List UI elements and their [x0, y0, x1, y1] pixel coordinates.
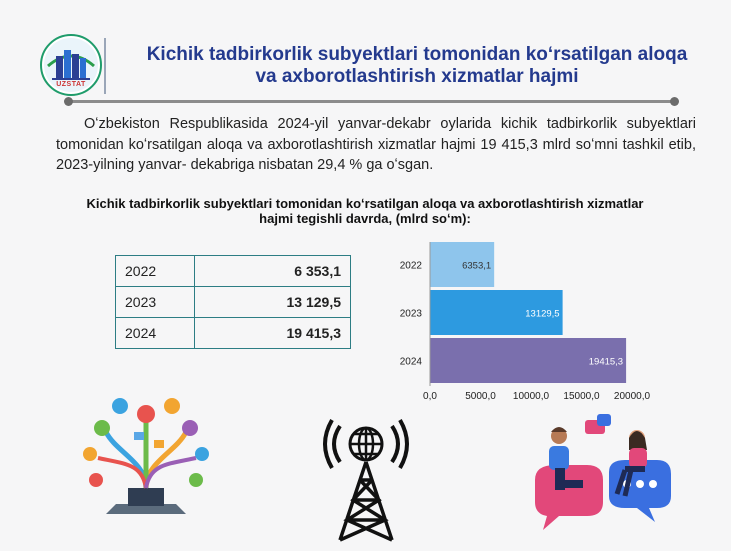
header-rule: [68, 100, 674, 103]
category-label: 2023: [399, 308, 422, 320]
table-cell-value: 19 415,3: [195, 318, 351, 349]
intro-paragraph: Oʻzbekiston Respublikasida 2024-yil yanvar-dekabr oylarida kichik tadbirkorlik subyektlari tomonidan koʻrsatilgan aloqa va axborotlashtirish xizmatlar hajmi 19 415,3 mlrd soʻmni tashkil etib, 2023-yilning yanvar- dekabriga nisbatan 29,4 % ga oʻsgan.: [56, 116, 696, 173]
x-tick-label: 20000,0: [613, 391, 651, 402]
page-title: [112, 44, 722, 88]
x-tick-label: 0,0: [423, 391, 437, 402]
radio-tower-icon: [320, 418, 412, 543]
table-row: [116, 318, 351, 349]
x-tick-label: 15000,0: [563, 391, 600, 402]
category-label: 2024: [399, 356, 422, 368]
table-cell-year: 2024: [116, 318, 195, 349]
chart-subtitle: [50, 196, 680, 226]
table-cell-year: 2022: [116, 256, 195, 287]
rule-dot-right: [670, 97, 679, 106]
table-row: [116, 256, 351, 287]
table-cell-value: 13 129,5: [195, 287, 351, 318]
uzstat-logo: [40, 34, 102, 96]
subtitle-line-1: Kichik tadbirkorlik subyektlari tomonidan koʻrsatilgan aloqa va axborotlashtirish xizmatlar: [86, 196, 644, 211]
header-divider: [104, 38, 106, 94]
x-tick-label: 5000,0: [465, 391, 496, 402]
bar-chart: [390, 240, 680, 405]
subtitle-line-2: hajmi tegishli davrda, (mlrd soʻm):: [259, 211, 471, 226]
table-row: [116, 287, 351, 318]
bar-value-label: 6353,1: [462, 260, 492, 272]
tree-of-apps-icon: [76, 392, 216, 517]
table-cell-value: 6 353,1: [195, 256, 351, 287]
table-cell-year: 2023: [116, 287, 195, 318]
people-chatting-icon: [525, 410, 675, 535]
bar-value-label: 19415,3: [588, 356, 624, 368]
logo-label: UZSTAT: [56, 81, 86, 88]
title-line-1: Kichik tadbirkorlik subyektlari tomonidan koʻrsatilgan aloqa: [146, 44, 688, 65]
rule-dot-left: [64, 97, 73, 106]
title-line-2: va axborotlashtirish xizmatlar hajmi: [255, 66, 579, 87]
data-table: [115, 255, 351, 349]
x-tick-label: 10000,0: [512, 391, 550, 402]
category-label: 2022: [399, 260, 422, 272]
bar-value-label: 13129,5: [525, 308, 560, 320]
